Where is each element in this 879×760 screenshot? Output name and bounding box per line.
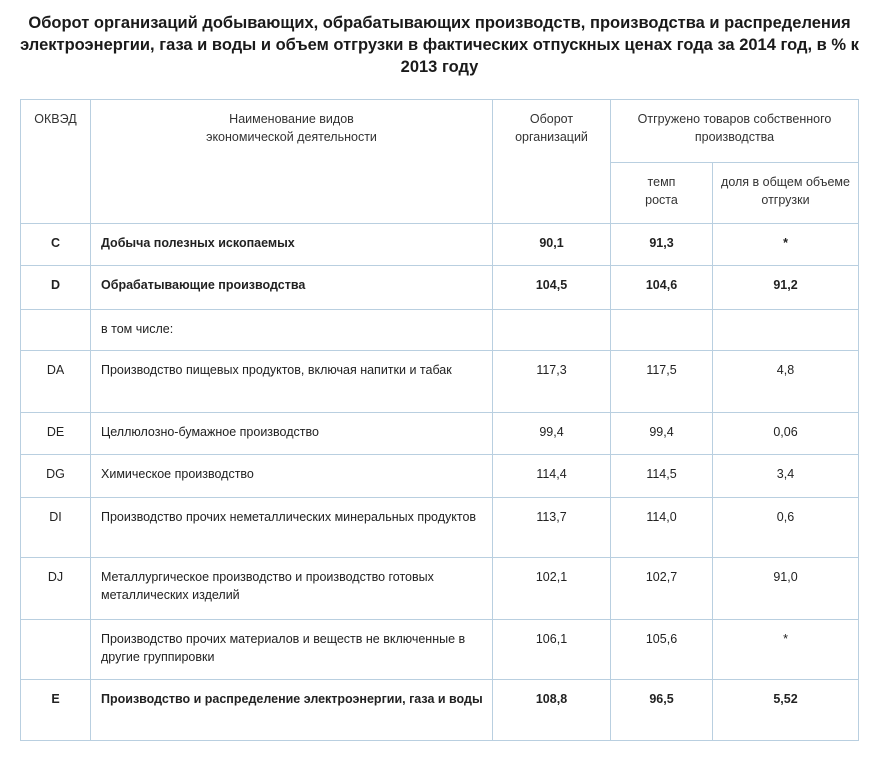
cell-turnover: 106,1 (493, 620, 611, 680)
cell-share: 5,52 (713, 680, 859, 741)
table-row (21, 680, 859, 741)
header-share (713, 163, 859, 224)
cell-name: в том числе: (91, 310, 493, 351)
cell-turnover (493, 310, 611, 351)
table-row (21, 455, 859, 498)
cell-name: Металлургическое производство и производство готовых металлических изделий (91, 558, 493, 620)
table-row (21, 310, 859, 351)
cell-turnover: 114,4 (493, 455, 611, 498)
table-row (21, 413, 859, 455)
table-row (21, 224, 859, 266)
cell-name: Добыча полезных ископаемых (91, 224, 493, 266)
table-row (21, 620, 859, 680)
cell-turnover: 104,5 (493, 266, 611, 310)
header-growth-text: темп роста (645, 175, 678, 207)
cell-code: DA (21, 351, 91, 413)
cell-share: 4,8 (713, 351, 859, 413)
cell-turnover: 113,7 (493, 498, 611, 558)
header-name-text: Наименование видов экономической деятельности (206, 112, 377, 144)
cell-share: * (713, 620, 859, 680)
cell-code (21, 620, 91, 680)
cell-share: 0,6 (713, 498, 859, 558)
cell-growth (611, 310, 713, 351)
cell-name: Обрабатывающие производства (91, 266, 493, 310)
cell-code: DI (21, 498, 91, 558)
header-share-text: доля в общем объеме отгрузки (721, 175, 850, 207)
cell-growth: 114,0 (611, 498, 713, 558)
header-shipped-text: Отгружено товаров собственного производства (637, 112, 832, 144)
cell-turnover: 108,8 (493, 680, 611, 741)
cell-growth: 114,5 (611, 455, 713, 498)
cell-code (21, 310, 91, 351)
cell-code: DJ (21, 558, 91, 620)
cell-code: DG (21, 455, 91, 498)
data-table (20, 99, 859, 741)
cell-code: DE (21, 413, 91, 455)
table-row (21, 266, 859, 310)
cell-name: Производство и распределение электроэнергии, газа и воды (91, 680, 493, 741)
cell-share: 91,0 (713, 558, 859, 620)
cell-name: Производство прочих неметаллических минеральных продуктов (91, 498, 493, 558)
cell-share: 3,4 (713, 455, 859, 498)
cell-growth: 102,7 (611, 558, 713, 620)
header-growth (611, 163, 713, 224)
header-turnover (493, 100, 611, 224)
cell-growth: 96,5 (611, 680, 713, 741)
cell-name: Производство прочих материалов и веществ не включенные в другие группировки (91, 620, 493, 680)
table-row (21, 351, 859, 413)
table-title: Оборот организаций добывающих, обрабатывающих производств, производства и распределения электроэнергии, газа и воды и объем отгрузки в фактических отпускных ценах года за 2014 год, в % к 2013 году (20, 14, 859, 76)
cell-share: 0,06 (713, 413, 859, 455)
cell-growth: 104,6 (611, 266, 713, 310)
cell-growth: 117,5 (611, 351, 713, 413)
cell-turnover: 102,1 (493, 558, 611, 620)
cell-code: C (21, 224, 91, 266)
cell-name: Целлюлозно-бумажное производство (91, 413, 493, 455)
table-row (21, 498, 859, 558)
header-code: ОКВЭД (21, 100, 91, 224)
cell-code: D (21, 266, 91, 310)
cell-name: Производство пищевых продуктов, включая напитки и табак (91, 351, 493, 413)
header-row-1 (21, 100, 859, 163)
cell-code: E (21, 680, 91, 741)
cell-growth: 91,3 (611, 224, 713, 266)
header-name (91, 100, 493, 224)
cell-share (713, 310, 859, 351)
cell-growth: 99,4 (611, 413, 713, 455)
cell-name: Химическое производство (91, 455, 493, 498)
cell-turnover: 117,3 (493, 351, 611, 413)
cell-share: * (713, 224, 859, 266)
header-turnover-text: Оборот организаций (515, 112, 588, 144)
cell-share: 91,2 (713, 266, 859, 310)
cell-turnover: 90,1 (493, 224, 611, 266)
table-row (21, 558, 859, 620)
cell-turnover: 99,4 (493, 413, 611, 455)
header-shipped (611, 100, 859, 163)
cell-growth: 105,6 (611, 620, 713, 680)
